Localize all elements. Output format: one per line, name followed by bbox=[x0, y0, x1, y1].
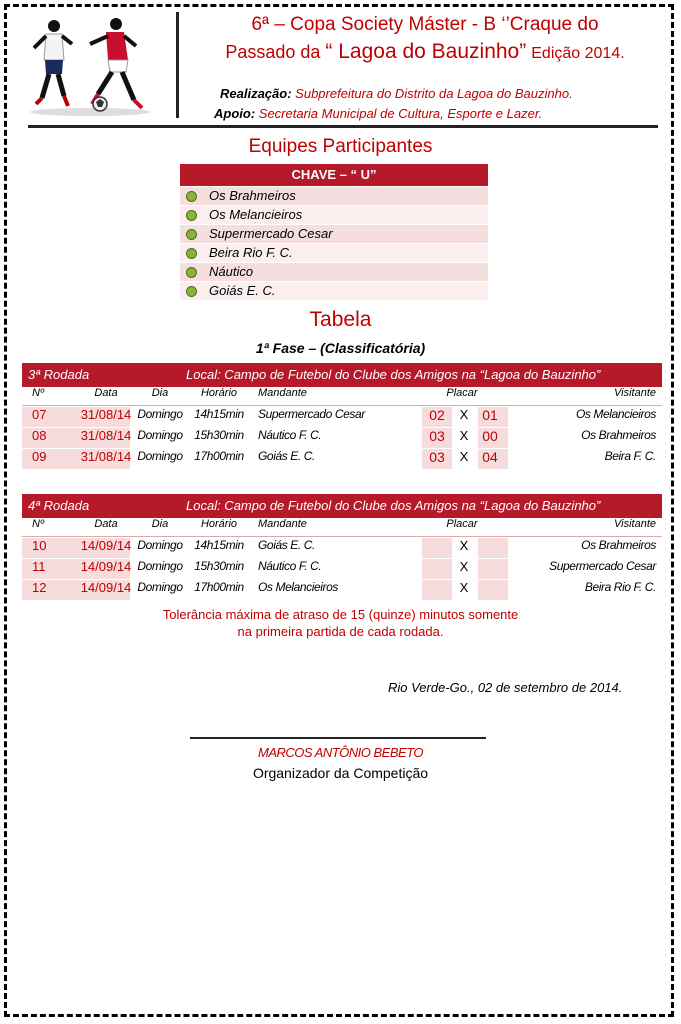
soccer-ball-icon bbox=[186, 248, 197, 259]
round-table bbox=[22, 363, 662, 469]
soccer-ball-icon bbox=[186, 229, 197, 240]
game-no: 07 bbox=[32, 407, 47, 422]
round-header bbox=[22, 363, 662, 387]
tabela-title: Tabela bbox=[309, 308, 372, 331]
table-row bbox=[22, 449, 662, 469]
column-headers bbox=[22, 387, 662, 406]
signature-role: Organizador da Competição bbox=[252, 765, 429, 781]
round-label: 4ª Rodada bbox=[28, 498, 90, 513]
table-row bbox=[22, 559, 662, 579]
game-day: Domingo bbox=[137, 428, 183, 442]
game-away: Os Brahmeiros bbox=[581, 428, 656, 442]
round-local: Local: Campo de Futebol do Clube dos Amigos na “Lagoa do Bauzinho” bbox=[186, 498, 601, 513]
game-home: Náutico F. C. bbox=[258, 559, 322, 573]
apoio-text: Secretaria Municipal de Cultura, Esporte e Lazer. bbox=[258, 106, 543, 121]
round-local: Local: Campo de Futebol do Clube dos Amigos na “Lagoa do Bauzinho” bbox=[186, 367, 601, 382]
signature-name: MARCOS ANTÔNIO BEBETO bbox=[257, 745, 424, 760]
title-part-a: Passado da bbox=[225, 42, 321, 62]
round-header bbox=[22, 494, 662, 518]
col-visitante: Visitante bbox=[614, 387, 656, 399]
team-name: Supermercado Cesar bbox=[209, 226, 333, 241]
team-name: Náutico bbox=[209, 264, 254, 279]
col-no: Nº bbox=[32, 387, 44, 399]
column-headers bbox=[22, 518, 662, 537]
game-home: Os Melancieiros bbox=[258, 580, 339, 594]
header-rule bbox=[28, 125, 658, 128]
game-day: Domingo bbox=[137, 559, 183, 573]
game-home: Náutico F. C. bbox=[258, 428, 322, 442]
score-x: X bbox=[459, 538, 469, 553]
away-score: 00 bbox=[482, 428, 498, 444]
score-x: X bbox=[459, 407, 469, 422]
game-day: Domingo bbox=[137, 407, 183, 421]
team-item bbox=[180, 282, 488, 300]
game-date: 31/08/14 bbox=[80, 407, 132, 422]
game-time: 15h30min bbox=[194, 428, 244, 442]
team-item bbox=[180, 244, 488, 262]
team-name: Beira Rio F. C. bbox=[209, 245, 293, 260]
team-item bbox=[180, 263, 488, 281]
game-away: Beira F. C. bbox=[604, 449, 656, 463]
team-name: Os Melancieiros bbox=[209, 207, 303, 222]
tolerance-line-1: Tolerância máxima de atraso de 15 (quinze) minutos somente bbox=[162, 607, 519, 622]
team-name: Os Brahmeiros bbox=[209, 188, 296, 203]
equipes-title: Equipes Participantes bbox=[248, 136, 433, 157]
table-row bbox=[22, 428, 662, 448]
game-no: 11 bbox=[32, 559, 46, 574]
realizacao-label: Realização: bbox=[220, 86, 292, 101]
team-item bbox=[180, 225, 488, 243]
game-date: 14/09/14 bbox=[80, 538, 132, 553]
score-x: X bbox=[459, 449, 469, 464]
chave-header: CHAVE – “ U” bbox=[180, 164, 488, 186]
game-home: Goiás E. C. bbox=[258, 449, 315, 463]
signature-line bbox=[190, 737, 486, 739]
team-list bbox=[180, 187, 488, 301]
tolerance-note bbox=[0, 606, 681, 640]
col-dia: Dia bbox=[151, 518, 169, 530]
game-time: 14h15min bbox=[194, 538, 244, 552]
home-score: 02 bbox=[429, 407, 445, 423]
soccer-ball-icon bbox=[186, 286, 197, 297]
col-placar: Placar bbox=[446, 387, 478, 399]
game-date: 31/08/14 bbox=[80, 449, 132, 464]
col-no: Nº bbox=[32, 518, 44, 530]
apoio-label: Apoio: bbox=[214, 106, 256, 121]
col-mandante: Mandante bbox=[258, 387, 307, 399]
round-label: 3ª Rodada bbox=[28, 367, 90, 382]
table-row bbox=[22, 580, 662, 600]
game-no: 08 bbox=[32, 428, 47, 443]
col-data: Data bbox=[94, 518, 118, 530]
team-item bbox=[180, 206, 488, 224]
soccer-ball-icon bbox=[186, 210, 197, 221]
col-visitante: Visitante bbox=[614, 518, 656, 530]
soccer-players-illustration bbox=[24, 14, 156, 118]
fase-subtitle: 1ª Fase – (Classificatória) bbox=[255, 340, 426, 356]
team-item bbox=[180, 187, 488, 205]
title-edition: Edição 2014. bbox=[531, 45, 625, 62]
game-day: Domingo bbox=[137, 449, 183, 463]
game-day: Domingo bbox=[137, 580, 183, 594]
apoio-line bbox=[214, 106, 542, 121]
away-score: 04 bbox=[482, 449, 498, 465]
game-away: Beira Rio F. C. bbox=[584, 580, 656, 594]
score-x: X bbox=[459, 428, 469, 443]
score-x: X bbox=[459, 580, 469, 595]
col-placar: Placar bbox=[446, 518, 478, 530]
col-horario: Horário bbox=[200, 518, 238, 530]
tolerance-line-2: na primeira partida de cada rodada. bbox=[237, 624, 444, 639]
game-away: Os Melancieiros bbox=[575, 407, 656, 421]
col-data: Data bbox=[94, 387, 118, 399]
header-divider bbox=[176, 12, 179, 118]
game-time: 15h30min bbox=[194, 559, 244, 573]
home-score: 03 bbox=[429, 449, 445, 465]
home-score: 03 bbox=[429, 428, 445, 444]
game-home: Supermercado Cesar bbox=[258, 407, 365, 421]
team-name: Goiás E. C. bbox=[209, 283, 276, 298]
game-day: Domingo bbox=[137, 538, 183, 552]
soccer-ball-icon bbox=[186, 191, 197, 202]
realizacao-text: Subprefeitura do Distrito da Lagoa do Bauzinho. bbox=[295, 86, 573, 101]
soccer-ball-icon bbox=[186, 267, 197, 278]
col-horario: Horário bbox=[200, 387, 238, 399]
table-row bbox=[22, 407, 662, 427]
game-no: 09 bbox=[32, 449, 47, 464]
game-home: Goiás E. C. bbox=[258, 538, 315, 552]
table-row bbox=[22, 538, 662, 558]
game-away: Os Brahmeiros bbox=[581, 538, 656, 552]
place-date: Rio Verde-Go., 02 de setembro de 2014. bbox=[388, 680, 623, 695]
game-away: Supermercado Cesar bbox=[549, 559, 656, 573]
title-part-b: “ Lagoa do Bauzinho” bbox=[325, 40, 527, 63]
game-no: 10 bbox=[32, 538, 47, 553]
title-line-2 bbox=[190, 40, 660, 64]
title-line-1: 6ª – Copa Society Máster - B ‘’Craque do bbox=[251, 14, 599, 35]
round-table bbox=[22, 494, 662, 600]
col-mandante: Mandante bbox=[258, 518, 307, 530]
game-time: 17h00min bbox=[194, 449, 244, 463]
score-x: X bbox=[459, 559, 469, 574]
game-time: 14h15min bbox=[194, 407, 244, 421]
realizacao-line bbox=[220, 86, 573, 101]
game-time: 17h00min bbox=[194, 580, 244, 594]
game-date: 31/08/14 bbox=[80, 428, 132, 443]
game-date: 14/09/14 bbox=[80, 580, 132, 595]
game-no: 12 bbox=[32, 580, 47, 595]
game-date: 14/09/14 bbox=[80, 559, 132, 574]
col-dia: Dia bbox=[151, 387, 169, 399]
away-score: 01 bbox=[482, 407, 498, 423]
